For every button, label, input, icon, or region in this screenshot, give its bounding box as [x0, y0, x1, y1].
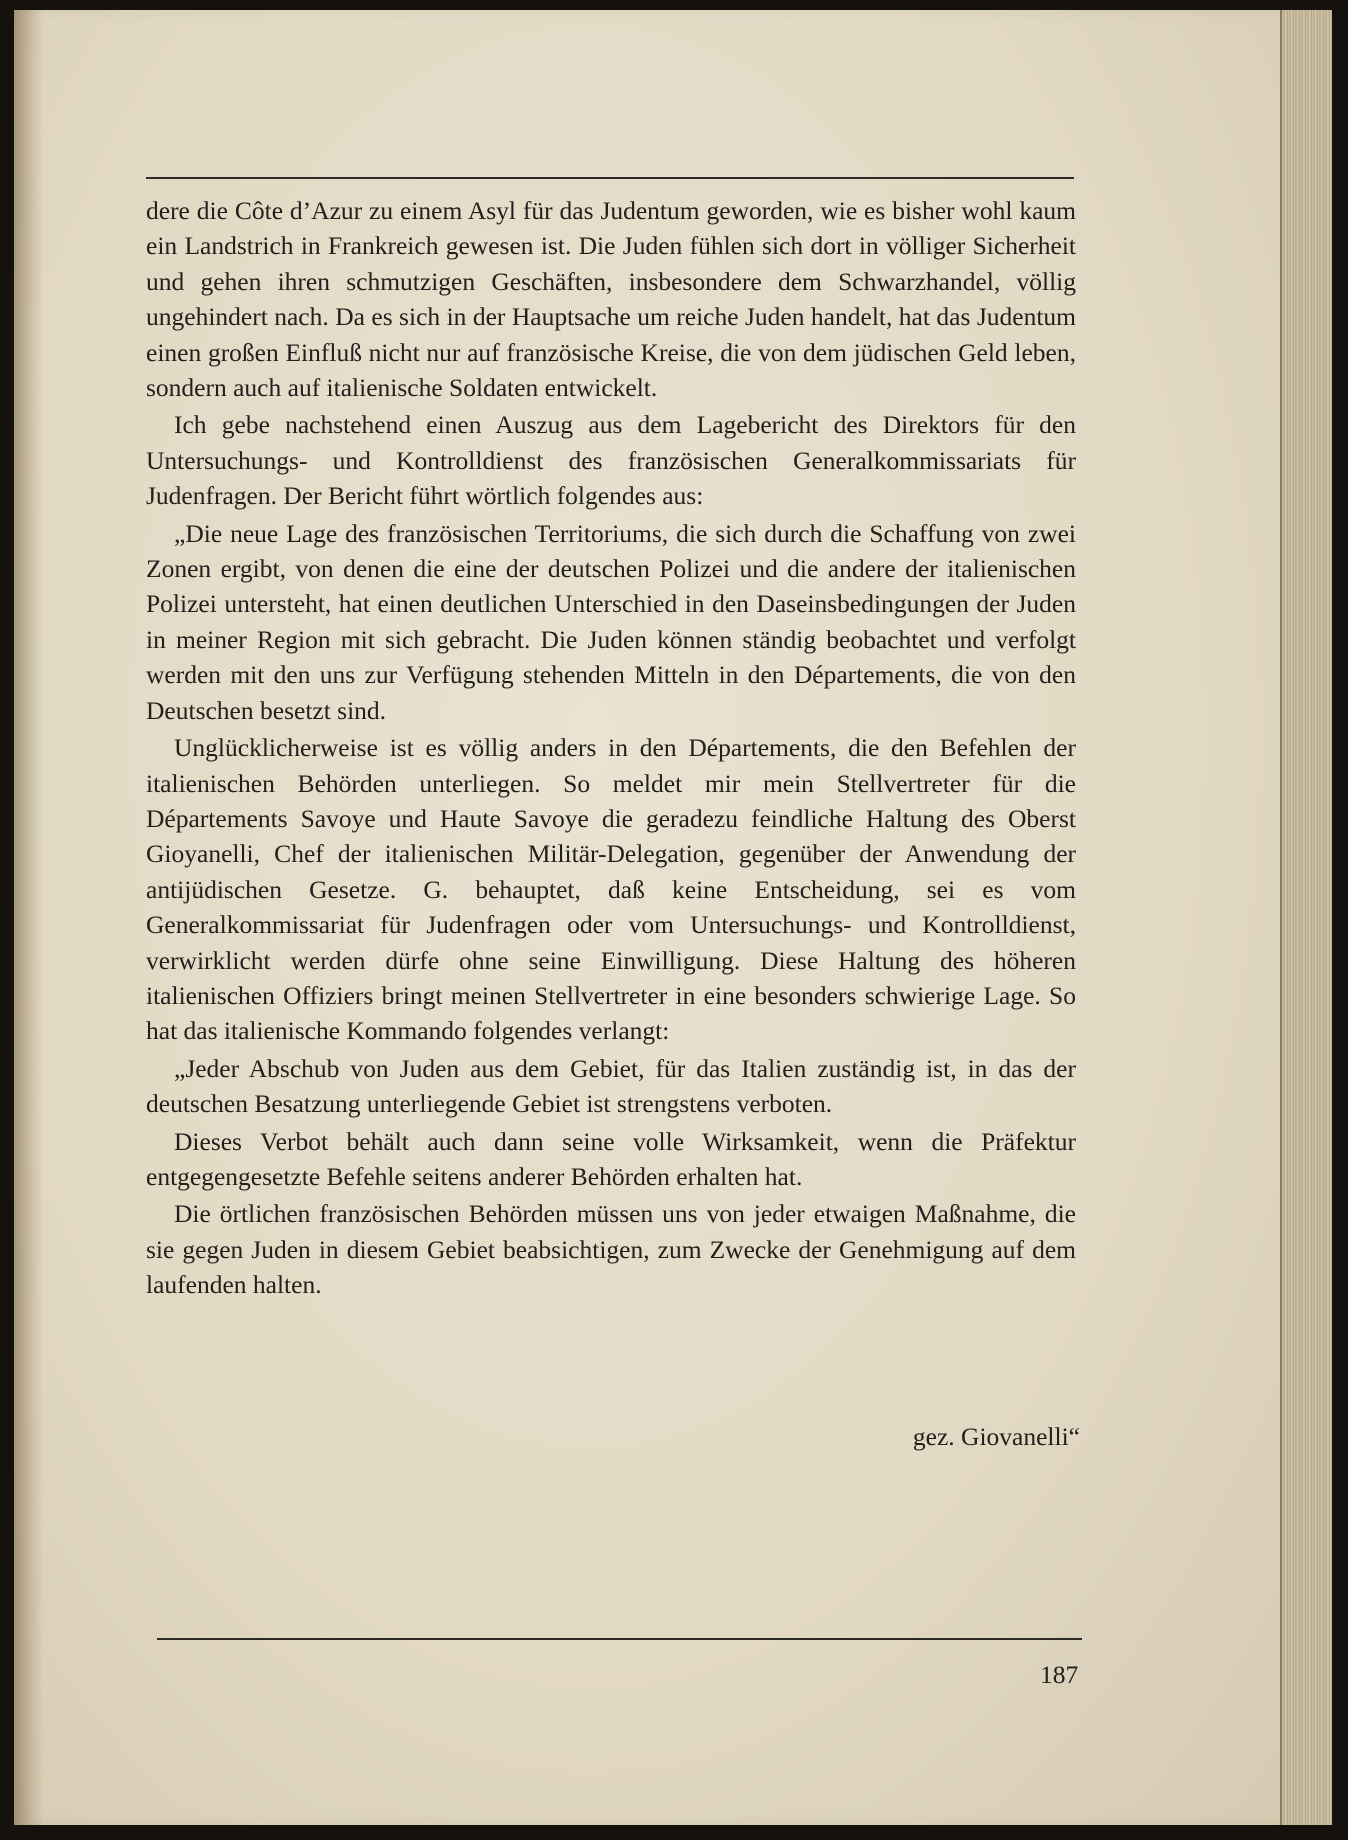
paragraph-4: Unglücklicherweise ist es völlig anders in den Départements, die den Befehlen der italienischen Behörden unterliegen. So meldet mir mein Stellvertreter für die Départements Savoye und Haute Savoye die geradezu feindliche Haltung des Oberst Gioyanelli, Chef der italienischen Militär-Delegation, gegenüber der Anwendung der antijüdischen Gesetze. G. behauptet, daß keine Entscheidung, sei es vom Generalkommissariat für Judenfragen oder vom Untersuchungs- und Kontrolldienst, verwirklicht werden dürfe ohne seine Einwilligung. Diese Haltung des höheren italienischen Offiziers bringt meinen Stellvertreter in eine besonders schwierige Lage. So hat das italienische Kommando folgendes verlangt:: [146, 733, 1076, 1046]
paragraph-1: dere die Côte d’Azur zu einem Asyl für das Judentum geworden, wie es bisher wohl kaum ein Landstrich in Frankreich gewesen ist. Die Juden fühlen sich dort in völliger Sicherheit und gehen ihren schmutzigen Geschäften, insbesondere dem Schwarzhandel, völlig ungehindert nach. Da es sich in der Hauptsache um reiche Juden handelt, hat das Judentum einen großen Einfluß nicht nur auf französische Kreise, die von dem jüdischen Geld leben, sondern auch auf italienische Soldaten entwickelt.: [146, 196, 1076, 403]
body-text: [146, 193, 1076, 1305]
header-rule: [146, 177, 1074, 179]
paragraph-5: „Jeder Abschub von Juden aus dem Gebiet, für das Italien zuständig ist, in das der deutschen Besatzung unterliegende Gebiet ist strengstens verboten.: [146, 1053, 1076, 1119]
paragraph-6: Dieses Verbot behält auch dann seine volle Wirksamkeit, wenn die Präfektur entgegengesetzte Befehle seitens anderer Behörden erhalten hat.: [146, 1126, 1076, 1191]
paragraph-3: „Die neue Lage des französischen Territoriums, die sich durch die Schaffung von zwei Zonen ergibt, von denen die eine der deutschen Polizei und die andere der italienischen Polizei untersteht, hat einen deutlichen Unterschied in den Daseinsbedingungen der Juden in meiner Region mit sich gebracht. Die Juden können ständig beobachtet und verfolgt werden mit den uns zur Verfügung stehenden Mitteln in den Départements, die von den Deutschen besetzt sind.: [146, 518, 1076, 725]
page-edges: [1280, 10, 1332, 1825]
spine-shadow: [14, 10, 44, 1825]
signature: gez. Giovanelli“: [912, 1422, 1080, 1451]
page-number: 187: [1040, 1660, 1079, 1689]
footer-rule: [157, 1638, 1082, 1640]
paragraph-7: Die örtlichen französischen Behörden müssen uns von jeder etwaigen Maßnahme, die sie gegen Juden in diesem Gebiet beabsichtigen, zum Zwecke der Genehmigung auf dem laufenden halten.: [146, 1199, 1076, 1300]
paragraph-2: Ich gebe nachstehend einen Auszug aus dem Lagebericht des Direktors für den Untersuchungs- und Kontrolldienst des französischen Generalkommissariats für Judenfragen. Der Bericht führt wörtlich folgendes aus:: [146, 410, 1076, 511]
